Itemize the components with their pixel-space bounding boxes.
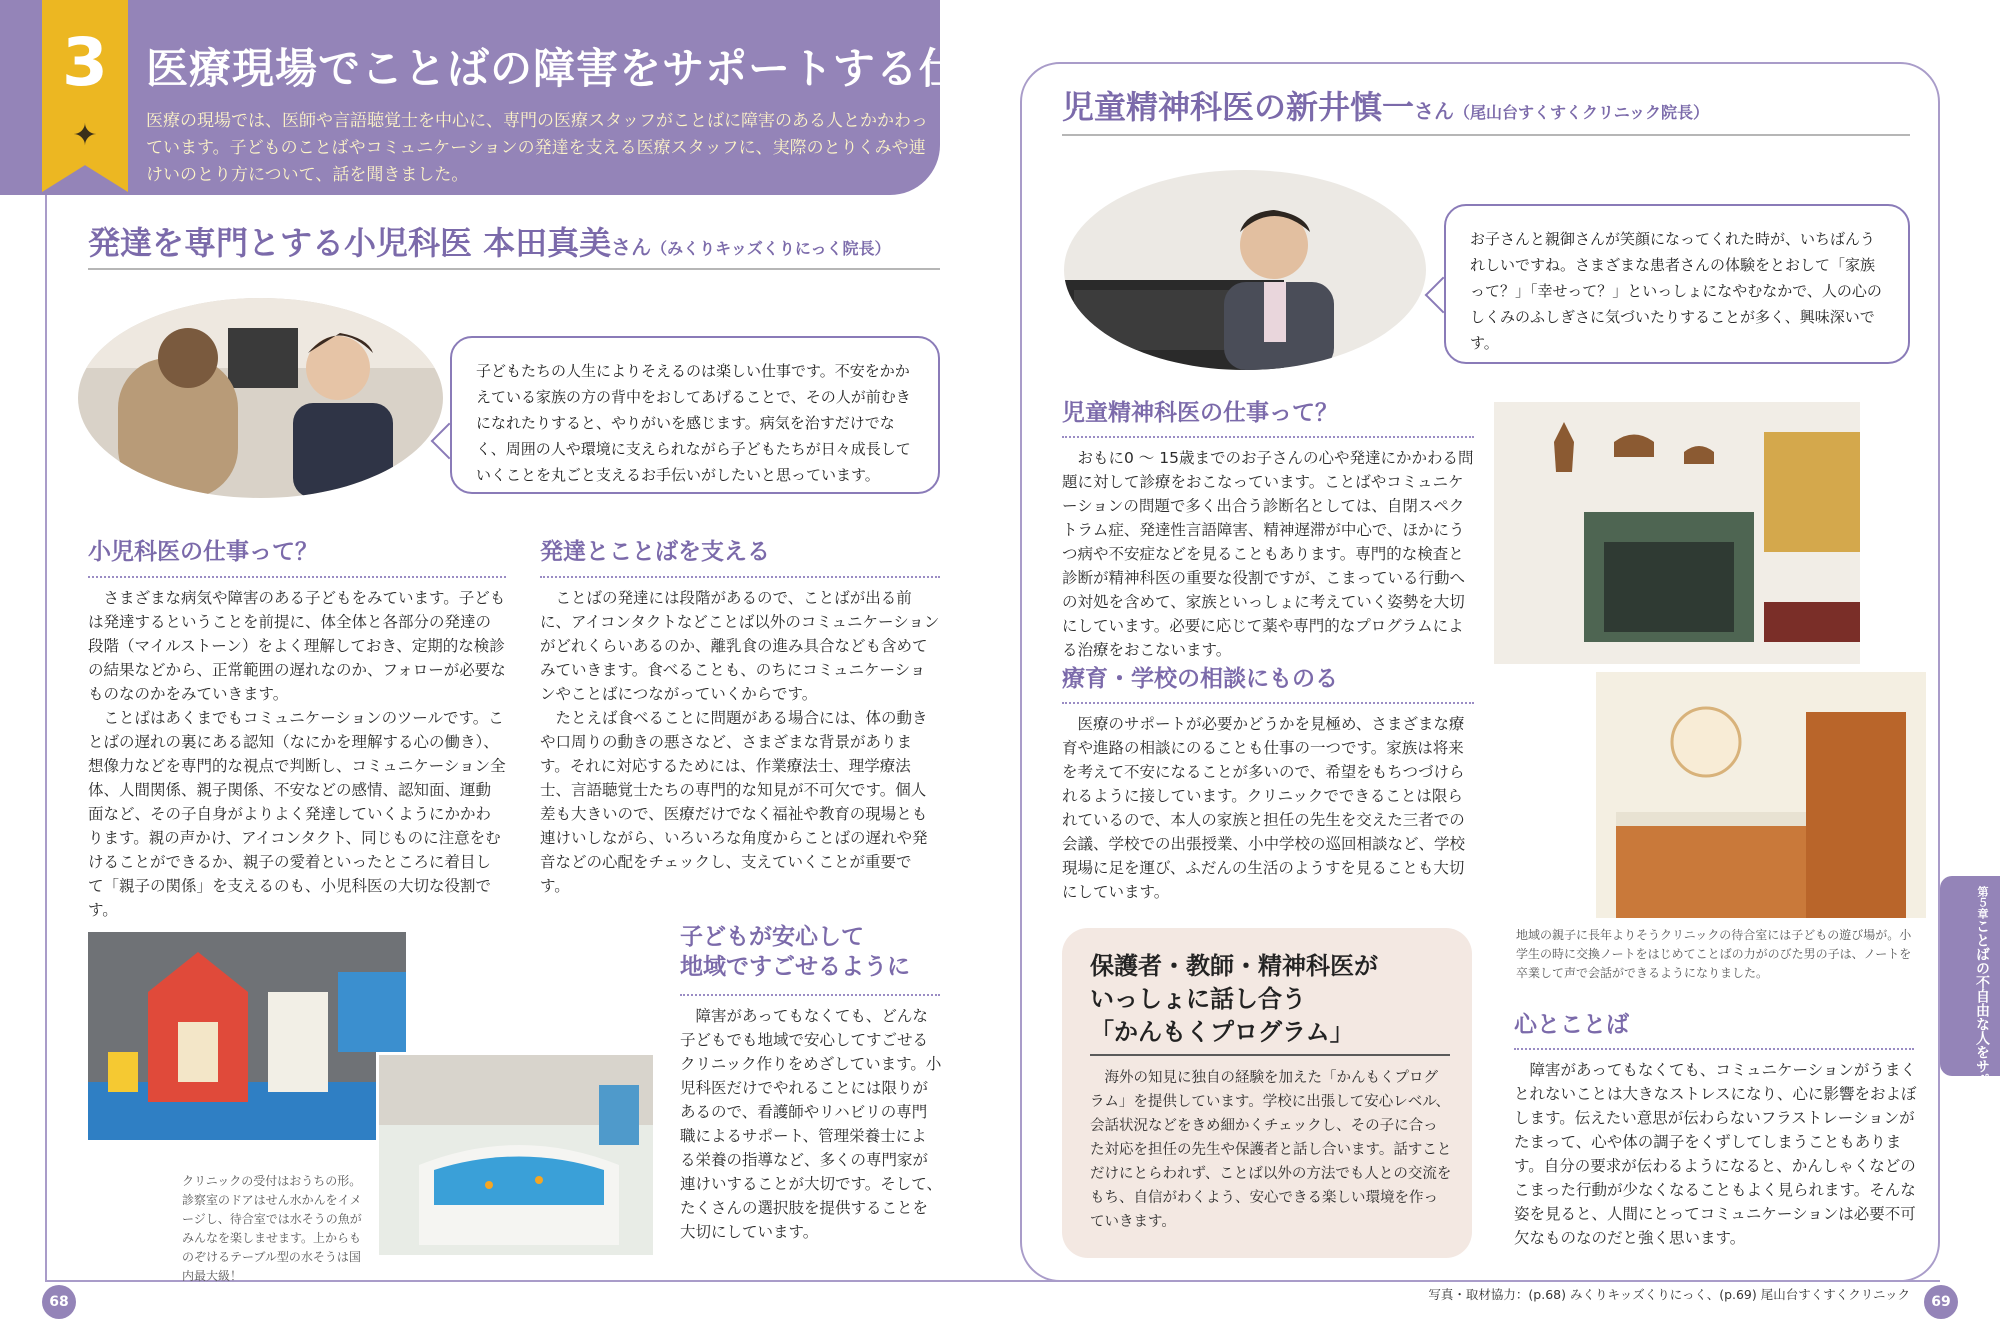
- left-sec1-p1: さまざまな病気や障害のある子どもをみています。子どもは発達するということを前提に、体全体と各部分の発達の段階（マイルストーン）をよく理解しておき、定期的な検診の結果などから、正常範囲の遅れなのか、フォローが必要なものなのかをみていきます。: [88, 589, 506, 703]
- right-sec3-title: 心とことば: [1514, 1012, 1629, 1038]
- right-title-rule: [1062, 134, 1910, 136]
- right-sec2-title: 療育・学校の相談にものる: [1062, 666, 1338, 692]
- waiting-room-photo: [1494, 402, 1860, 664]
- left-sec3-title-line2: 地域ですごせるように: [680, 954, 910, 980]
- right-sec1-p1: おもに0 ～ 15歳までのお子さんの心や発達にかかわる問題に対して診療をおこなっています。ことばやコミュニケーションの問題で多く出合う診断名としては、自閉スペクトラム症、発達性言語障害、精神遅滞が中心で、ほかにうつ病や不安症などを見ることもあります。専門的な検査と診断が精神科医の重要な役割ですが、こまっている行動への対処を含めて、家族といっしょに考えていく姿勢を大切にしています。必要に応じて薬や専門的なプログラムによる治療をおこないます。: [1062, 449, 1474, 659]
- kanmoku-title-line3: 「かんもくプログラム」: [1090, 1018, 1354, 1046]
- right-sec2-rule: [1062, 702, 1474, 704]
- right-sec3-p1: 障害があってもなくても、コミュニケーションがうまくとれないことは大きなストレスになり、心に影響をおよぼします。伝えたい意思が伝わらないフラストレーションがたまって、心や体の調子をくずしてしまうこともあります。自分の要求が伝わるようになると、かんしゃくなどのこまった行動が少なくなることもよく見られます。そんな姿を見ると、人間にとってコミュニケーションは必要不可欠なものなのだと強く思います。: [1514, 1061, 1917, 1247]
- right-person-affiliation: （尾山台すくすくクリニック院長）: [1454, 103, 1710, 122]
- right-sec2-p1: 医療のサポートが必要かどうかを見極め、さまざまな療育や進路の相談にのることも仕事の一つです。家族は将来を考えて不安になることが多いので、希望をもちつづけられるように接しています。クリニックでできることは限られているので、本人の家族と担任の先生を交えた三者での会議、学校での出張授業、小中学校の巡回相談など、学校現場に足を運び、ふだんの生活のようすを見ることも大切にしています。: [1062, 715, 1466, 901]
- right-sec3-rule: [1514, 1048, 1914, 1050]
- right-sec1-body: [1062, 446, 1474, 662]
- left-person-affiliation: （みくりキッズくりにっく院長）: [651, 239, 891, 258]
- left-sec1-title: 小児科医の仕事って？: [88, 539, 318, 565]
- left-page-number: 68: [42, 1285, 76, 1319]
- right-quote: お子さんと親御さんが笑顔になってくれた時が、いちばんうれしいですね。さまざまな患者さんの体験をとおして「家族って？」「幸せって？」といっしょになやむなかで、人の心のしくみのふしぎさに気づいたりすることが多く、興味深いです。: [1470, 230, 1882, 352]
- kanmoku-title: [1090, 950, 1378, 1049]
- left-person-san: さん: [611, 235, 652, 259]
- left-sec3-p1: 障害があってもなくても、どんな子どもでも地域で安心してすごせるクリニック作りをめざしています。小児科医だけでやれることには限りがあるので、看護師やリハビリの専門職によるサポート、管理栄養士による栄養の指導など、多くの専門家が連けいすることが大切です。そして、たくさんの選択肢を提供することを大切にしています。: [680, 1007, 942, 1241]
- kanmoku-title-line1: 保護者・教師・精神科医が: [1090, 952, 1378, 980]
- intro-text: 医療の現場では、医師や言語聴覚士を中心に、専門の医療スタッフがことばに障害のある人とかかわっています。子どものことばやコミュニケーションの発達を支える医療スタッフに、実際のとりくみや連けいのとり方について、話を聞きました。: [146, 111, 928, 185]
- side-tab-text: [1948, 886, 1992, 1171]
- left-sec2-title: 発達とことばを支える: [540, 539, 770, 565]
- sparkle-icon: ✦: [72, 118, 98, 153]
- left-quote: 子どもたちの人生によりそえるのは楽しい仕事です。不安をかかえている家族の方の背中をおしてあげることで、その人が前むきになれたりすると、やりがいを感じます。病気を治すだけでなく、周囲の人や環境に支えられながら子どもたちが日々成長していくことを丸ごと支えるお手伝いがしたいと思っています。: [476, 362, 911, 484]
- left-sec2-p1: ことばの発達には段階があるので、ことばが出る前に、アイコンタクトなどことば以外のコミュニケーションがどれくらいあるのか、離乳食の進み具合なども含めてみていきます。食べることも、のちにコミュニケーションやことばにつながっていくからです。: [540, 589, 940, 703]
- kanmoku-title-line2: いっしょに話し合う: [1090, 985, 1306, 1013]
- chapter-number: 3: [62, 24, 108, 101]
- right-person-name: 児童精神科医の新井慎一: [1062, 88, 1415, 126]
- left-sec3-title-line1: 子どもが安心して: [680, 924, 864, 950]
- reception-desk-photo: [1596, 672, 1926, 918]
- right-photo-caption: 地域の親子に長年よりそうクリニックの待合室には子どもの遊び場が。小学生の時に交換ノートをはじめてことばの力がのびた男の子は、ノートを卒業して声で会話ができるようになりました。: [1516, 928, 1912, 980]
- left-person-title: [88, 218, 891, 264]
- left-sec3-title: [680, 922, 910, 982]
- right-sec2-body: [1062, 712, 1474, 904]
- right-page-number: 69: [1924, 1285, 1958, 1319]
- right-person-san: さん: [1414, 99, 1455, 123]
- psychiatrist-photo: [1064, 170, 1426, 370]
- left-title-rule: [88, 268, 940, 270]
- left-page-frame-line: [45, 190, 47, 1282]
- page-title: 医療現場でことばの障害をサポートする仕事: [146, 44, 1005, 93]
- left-person-name: 発達を専門とする小児科医 本田真美: [88, 224, 612, 262]
- clinic-reception-photo: [88, 932, 406, 1140]
- photo-credit: 写真・取材協力：(p.68) みくりキッズくりにっく、(p.69) 尾山台すくすくクリニック: [1428, 1287, 1910, 1302]
- left-quote-bubble: [450, 336, 940, 494]
- right-sec3-body: [1514, 1058, 1918, 1250]
- left-photo-caption: クリニックの受付はおうちの形。診察室のドアはせん水かんをイメージし、待合室では水そうの魚がみんなを楽しませます。上からものぞけるテーブル型の水そうは国内最大級！: [182, 1174, 362, 1283]
- left-sec3-body: [680, 1004, 942, 1244]
- aquarium-table-photo: [376, 1052, 656, 1258]
- left-sec2-body: [540, 586, 940, 898]
- left-sec1-p2: ことばはあくまでもコミュニケーションのツールです。ことばの遅れの裏にある認知（なにかを理解する心の働き）、想像力などを専門的な視点で判断し、コミュニケーション全体、人間関係、親子関係、不安などの感情、認知面、運動面など、その子自身がよりよく発達していくようにかかわります。親の声かけ、アイコンタクト、同じものに注意をむけることができるか、親子の愛着といったところに着目して「親子の関係」を支えるのも、小児科医の大切な役割です。: [88, 709, 506, 919]
- left-sec3-rule: [680, 994, 940, 996]
- side-tab-chapter: 第５章: [1976, 886, 1989, 919]
- right-quote-bubble: [1444, 204, 1910, 364]
- left-sec2-p2: たとえば食べることに問題がある場合には、体の動きや口周りの動きの悪さなど、さまざまな背景があります。それに対応するためには、作業療法士、理学療法士、言語聴覚士たちの専門的な知見が不可欠です。個人差も大きいので、医療だけでなく福祉や教育の現場とも連けいしながら、いろいろな角度からことばの遅れや発音などの心配をチェックし、支えていくことが重要です。: [540, 709, 928, 895]
- left-sec1-rule: [88, 576, 506, 578]
- right-sec1-title: 児童精神科医の仕事って？: [1062, 400, 1338, 426]
- kanmoku-body: 海外の知見に独自の経験を加えた「かんもくプログラム」を提供しています。学校に出張して安心レベル、会話状況などをきめ細かくチェックし、その子に合った対応を担任の先生や保護者と話し合います。話すことだけにとらわれず、ことば以外の方法でも人との交流をもち、自信がわくよう、安心できる楽しい環境を作っていきます。: [1090, 1070, 1452, 1230]
- side-tab-title: ことばの不自由な人をサポートする仕事: [1974, 919, 1990, 1171]
- left-sec2-rule: [540, 576, 940, 578]
- pediatrician-photo: [78, 298, 443, 498]
- kanmoku-rule: [1090, 1054, 1450, 1056]
- right-person-title: [1062, 82, 1709, 128]
- left-sec1-body: [88, 586, 506, 922]
- right-sec1-rule: [1062, 436, 1474, 438]
